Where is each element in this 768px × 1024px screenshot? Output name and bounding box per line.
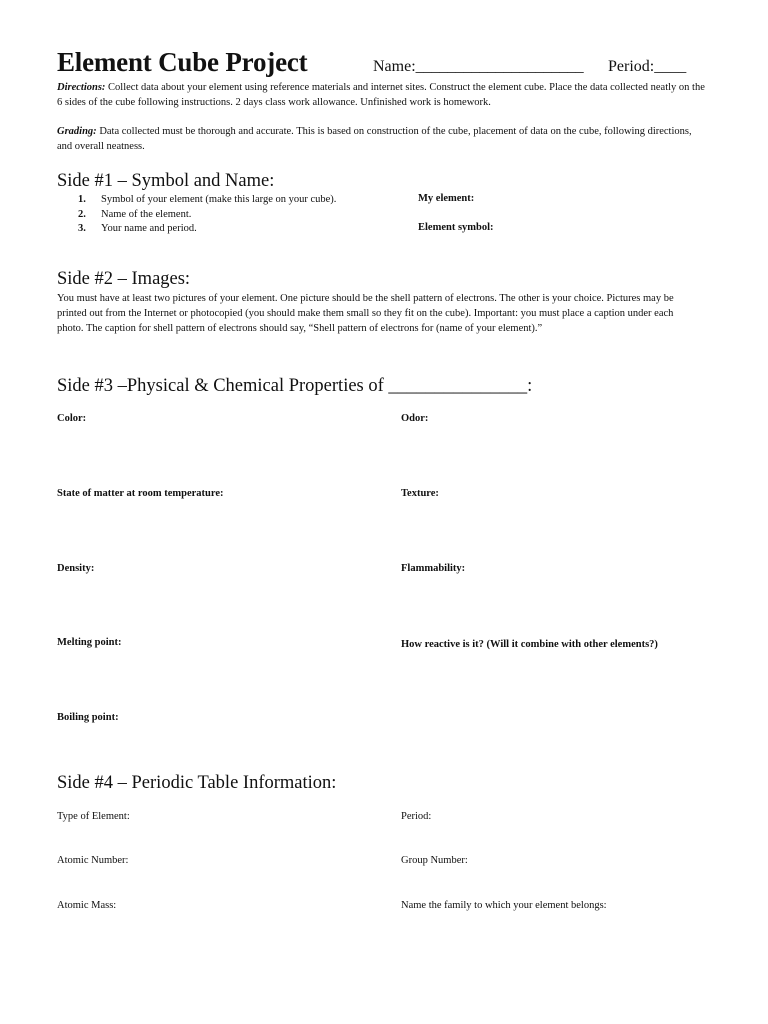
directions-paragraph	[57, 80, 707, 110]
list-number: 2.	[78, 208, 86, 220]
side2-heading: Side #2 – Images:	[57, 269, 191, 289]
list-number: 1.	[78, 194, 86, 205]
list-text: Symbol of your element (make this large on your cube).	[101, 194, 337, 205]
atomic-number-label: Atomic Number:	[57, 855, 129, 866]
list-item	[57, 222, 336, 237]
melting-label: Melting point:	[57, 637, 122, 648]
grading-text: Data collected must be thorough and accurate. This is based on construction of the cube, placement of data on the cube, following directions, and overall neatness.	[57, 126, 692, 152]
side1-heading: Side #1 – Symbol and Name:	[57, 171, 275, 191]
texture-label: Texture:	[401, 488, 439, 499]
flammability-label: Flammability:	[401, 563, 466, 574]
page-title: Element Cube Project	[57, 47, 308, 77]
directions-label: Directions:	[57, 82, 106, 93]
reactive-label: How reactive is it? (Will it combine with other elements?)	[401, 639, 658, 650]
state-label: State of matter at room temperature:	[57, 488, 224, 499]
type-label: Type of Element:	[57, 811, 130, 822]
my-element-label: My element:	[418, 193, 475, 204]
side1-list	[57, 193, 336, 237]
side3-heading: Side #3 –Physical & Chemical Properties of _______________:	[57, 376, 533, 396]
list-item	[57, 193, 336, 208]
element-symbol-label: Element symbol:	[418, 222, 494, 233]
grading-label: Grading:	[57, 126, 97, 137]
odor-label: Odor:	[401, 413, 429, 424]
color-label: Color:	[57, 413, 87, 424]
period-field[interactable]: Period:____	[608, 58, 687, 75]
density-label: Density:	[57, 563, 95, 574]
list-number: 3.	[78, 223, 86, 234]
side4-heading: Side #4 – Periodic Table Information:	[57, 773, 337, 793]
directions-text: Collect data about your element using reference materials and internet sites. Construct the element cube. Place the data collected neatly on the 6 sides of the cube following instructions. 2 days class work allowance. Unfinished work is homework.	[57, 82, 705, 108]
atomic-mass-label: Atomic Mass:	[57, 900, 117, 911]
family-label: Name the family to which your element belongs:	[401, 900, 607, 911]
list-text: Name of the element.	[101, 208, 192, 220]
list-item	[57, 208, 336, 223]
side2-text: You must have at least two pictures of your element. One picture should be the shell pattern of electrons. The other is your choice. Pictures may be printed out from the Internet or photocopied (you should make them small so they fit on the cube). Important: you must place a caption under each photo. The caption for shell pattern of electrons should say, “Shell pattern of electrons for (name of your element).”	[57, 293, 674, 334]
list-text: Your name and period.	[101, 223, 197, 234]
group-number-label: Group Number:	[401, 855, 468, 866]
period-label: Period:	[401, 811, 432, 822]
boiling-label: Boiling point:	[57, 712, 119, 723]
name-field[interactable]: Name:_____________________	[373, 58, 584, 75]
grading-paragraph	[57, 124, 707, 154]
